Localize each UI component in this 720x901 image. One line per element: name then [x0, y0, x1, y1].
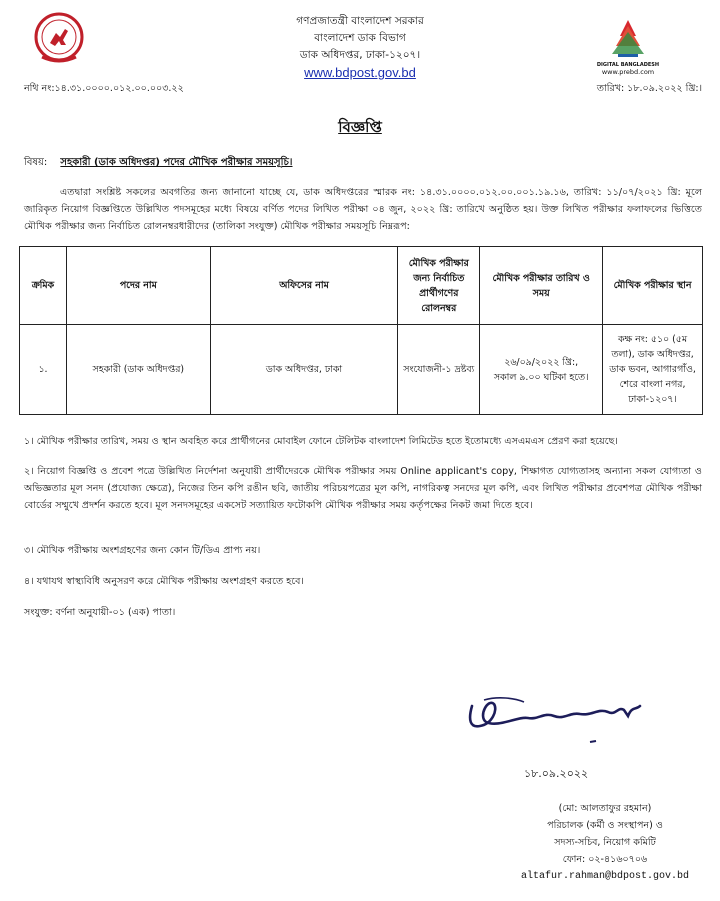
- signature-image: [458, 676, 690, 766]
- header-line-2: বাংলাদেশ ডাক বিভাগ: [314, 32, 406, 44]
- signature-block: [505, 800, 705, 885]
- signatory-committee: সদস্য-সচিব, নিয়োগ কমিটি: [554, 837, 656, 848]
- cell-datetime: [480, 325, 603, 415]
- header-datetime: মৌখিক পরীক্ষার তারিখ ও সময়: [480, 247, 603, 325]
- schedule-table: [19, 246, 703, 415]
- datetime-line-1: ২৬/০৯/২০২২ খ্রি:,: [504, 356, 579, 368]
- header-office: অফিসের নাম: [210, 247, 398, 325]
- header-line-1: গণপ্রজাতন্ত্রী বাংলাদেশ সরকার: [296, 15, 424, 27]
- notice-title: বিজ্ঞপ্তি: [338, 118, 382, 136]
- cell-venue: কক্ষ নং: ৫১০ (৫ম তলা), ডাক অধিদপ্তর, ডাক ভবন, আগারগাঁও, শেরে বাংলা নগর, ঢাকা-১২০৭।: [603, 325, 703, 415]
- right-logo-caption: www.prebd.com: [601, 68, 655, 76]
- table-header-row: [20, 247, 703, 325]
- cell-roll: সংযোজনী-১ দ্রষ্টব্য: [398, 325, 480, 415]
- subject-line: [24, 155, 293, 172]
- cell-serial: ১.: [20, 325, 67, 415]
- signatory-phone: ফোন: ০২-৪১৬০৭০৬: [562, 854, 648, 865]
- signature-date: ১৮.০৯.২০২২: [524, 767, 589, 780]
- signatory-email[interactable]: altafur.rahman@bdpost.gov.bd: [520, 871, 690, 882]
- point-4: ৪। যথাযথ স্বাস্থ্যবিধি অনুসরণ করে মৌখিক পরীক্ষায় অংশগ্রহণ করতে হবে।: [24, 576, 304, 587]
- header-line-3: ডাক অধিদপ্তর, ঢাকা-১২০৭।: [299, 49, 421, 61]
- signatory-designation: পরিচালক (কর্মী ও সংস্থাপন) ও: [547, 820, 663, 831]
- header-post: পদের নাম: [66, 247, 210, 325]
- header-serial: ক্রমিক: [20, 247, 67, 325]
- header-venue: মৌখিক পরীক্ষার স্থান: [603, 247, 703, 325]
- right-logo-text: DIGITAL BANGLADESH: [596, 62, 660, 68]
- memo-number: নথি নং:১৪.৩১.০০০০.০১২.০০.০০৩.২২: [24, 83, 184, 94]
- memo-date: তারিখ: ১৮.০৯.২০২২ খ্রি:।: [596, 83, 702, 94]
- point-2: ২। নিয়োগ বিজ্ঞপ্তি ও প্রবেশ পত্রে উল্লিখিত নির্দেশনা অনুযায়ী প্রার্থীদেরকে মৌখিক পরীক্ষার সময় Online applicant's copy, শিক্ষাগত যোগ্যতাসহ অন্যান্য সকল যোগ্যতা ও অভিজ্ঞতার মূল সনদ (প্রযোজ্য ক্ষেত্রে), নিজের তিন কপি রঙীন ছবি, জাতীয় পরিচয়পত্রের মূল কপি, নাগরিকত্ব সনদের মূল কপি, এবং লিখিত পরীক্ষার প্রবেশপত্র মৌখিক পরীক্ষা বোর্ডের সম্মুখে প্রদর্শন করতে হবে। মূল সনদসমূহের একসেট সত্যায়িত ফটোকপি মৌখিক পরীক্ষার সময় কর্তৃপক্ষের নিকট জমা দিতে হবে।: [24, 466, 702, 511]
- intro-paragraph: এতদ্বারা সংশ্লিষ্ট সকলের অবগতির জন্য জানানো যাচ্ছে যে, ডাক অধিদপ্তরের স্মারক নং: ১৪.৩১.০০০০.০১২.০০.০০১.১৯.১৬, তারিখ: ১১/০৭/২০২১ খ্রি: মূলে জারিকৃত নিয়োগ বিজ্ঞপ্তিতে উল্লিখিত পদসমূহের মধ্যে বিষয়ে বর্ণিত পদের লিখিত পরীক্ষা ০৪ জুন, ২০২২ খ্রি: তারিখে অনুষ্ঠিত হয়। উক্ত লিখিত পরীক্ষার ফলাফলের ভিত্তিতে মৌখিক পরীক্ষার জন্য নির্বাচিত রোলনম্বরধারীদের (তালিকা সংযুক্ত) মৌখিক পরীক্ষার সময়সূচি নিম্নরূপ:: [24, 187, 702, 232]
- header-roll: মৌখিক পরীক্ষার জন্য নির্বাচিত প্রার্থীগণের রোলনম্বর: [398, 247, 480, 325]
- cell-post: সহকারী (ডাক অধিদপ্তর): [66, 325, 210, 415]
- subject-text: সহকারী (ডাক অধিদপ্তর) পদের মৌখিক পরীক্ষার সময়সূচি।: [60, 157, 293, 168]
- table-row: [20, 325, 703, 415]
- cell-office: ডাক অধিদপ্তর, ঢাকা: [210, 325, 398, 415]
- signatory-name: (মো: আলতাফুর রহমান): [558, 803, 652, 814]
- government-header: [180, 13, 540, 81]
- bangladesh-post-logo: [30, 12, 88, 66]
- datetime-line-2: সকাল ৯.০০ ঘটিকা হতে।: [493, 371, 589, 383]
- subject-label: বিষয়:: [24, 157, 48, 168]
- digital-bangladesh-logo: [592, 18, 664, 80]
- point-1: ১। মৌখিক পরীক্ষার তারিখ, সময় ও স্থান অবহিত করে প্রার্থীগনের মোবাইল ফোনে টেলিটক বাংলাদেশ লিমিটেড হতে ইতোমধ্যে এসএমএস প্রেরণ করা হয়েছে।: [24, 436, 618, 447]
- website-link[interactable]: www.bdpost.gov.bd: [304, 65, 416, 80]
- enclosure-note: সংযুক্ত: বর্ণনা অনুযায়ী-০১ (এক) পাতা।: [24, 607, 176, 618]
- point-3: ৩। মৌখিক পরীক্ষায় অংশগ্রহণের জন্য কোন টি/ডিএ প্রাপ্য নয়।: [24, 545, 261, 556]
